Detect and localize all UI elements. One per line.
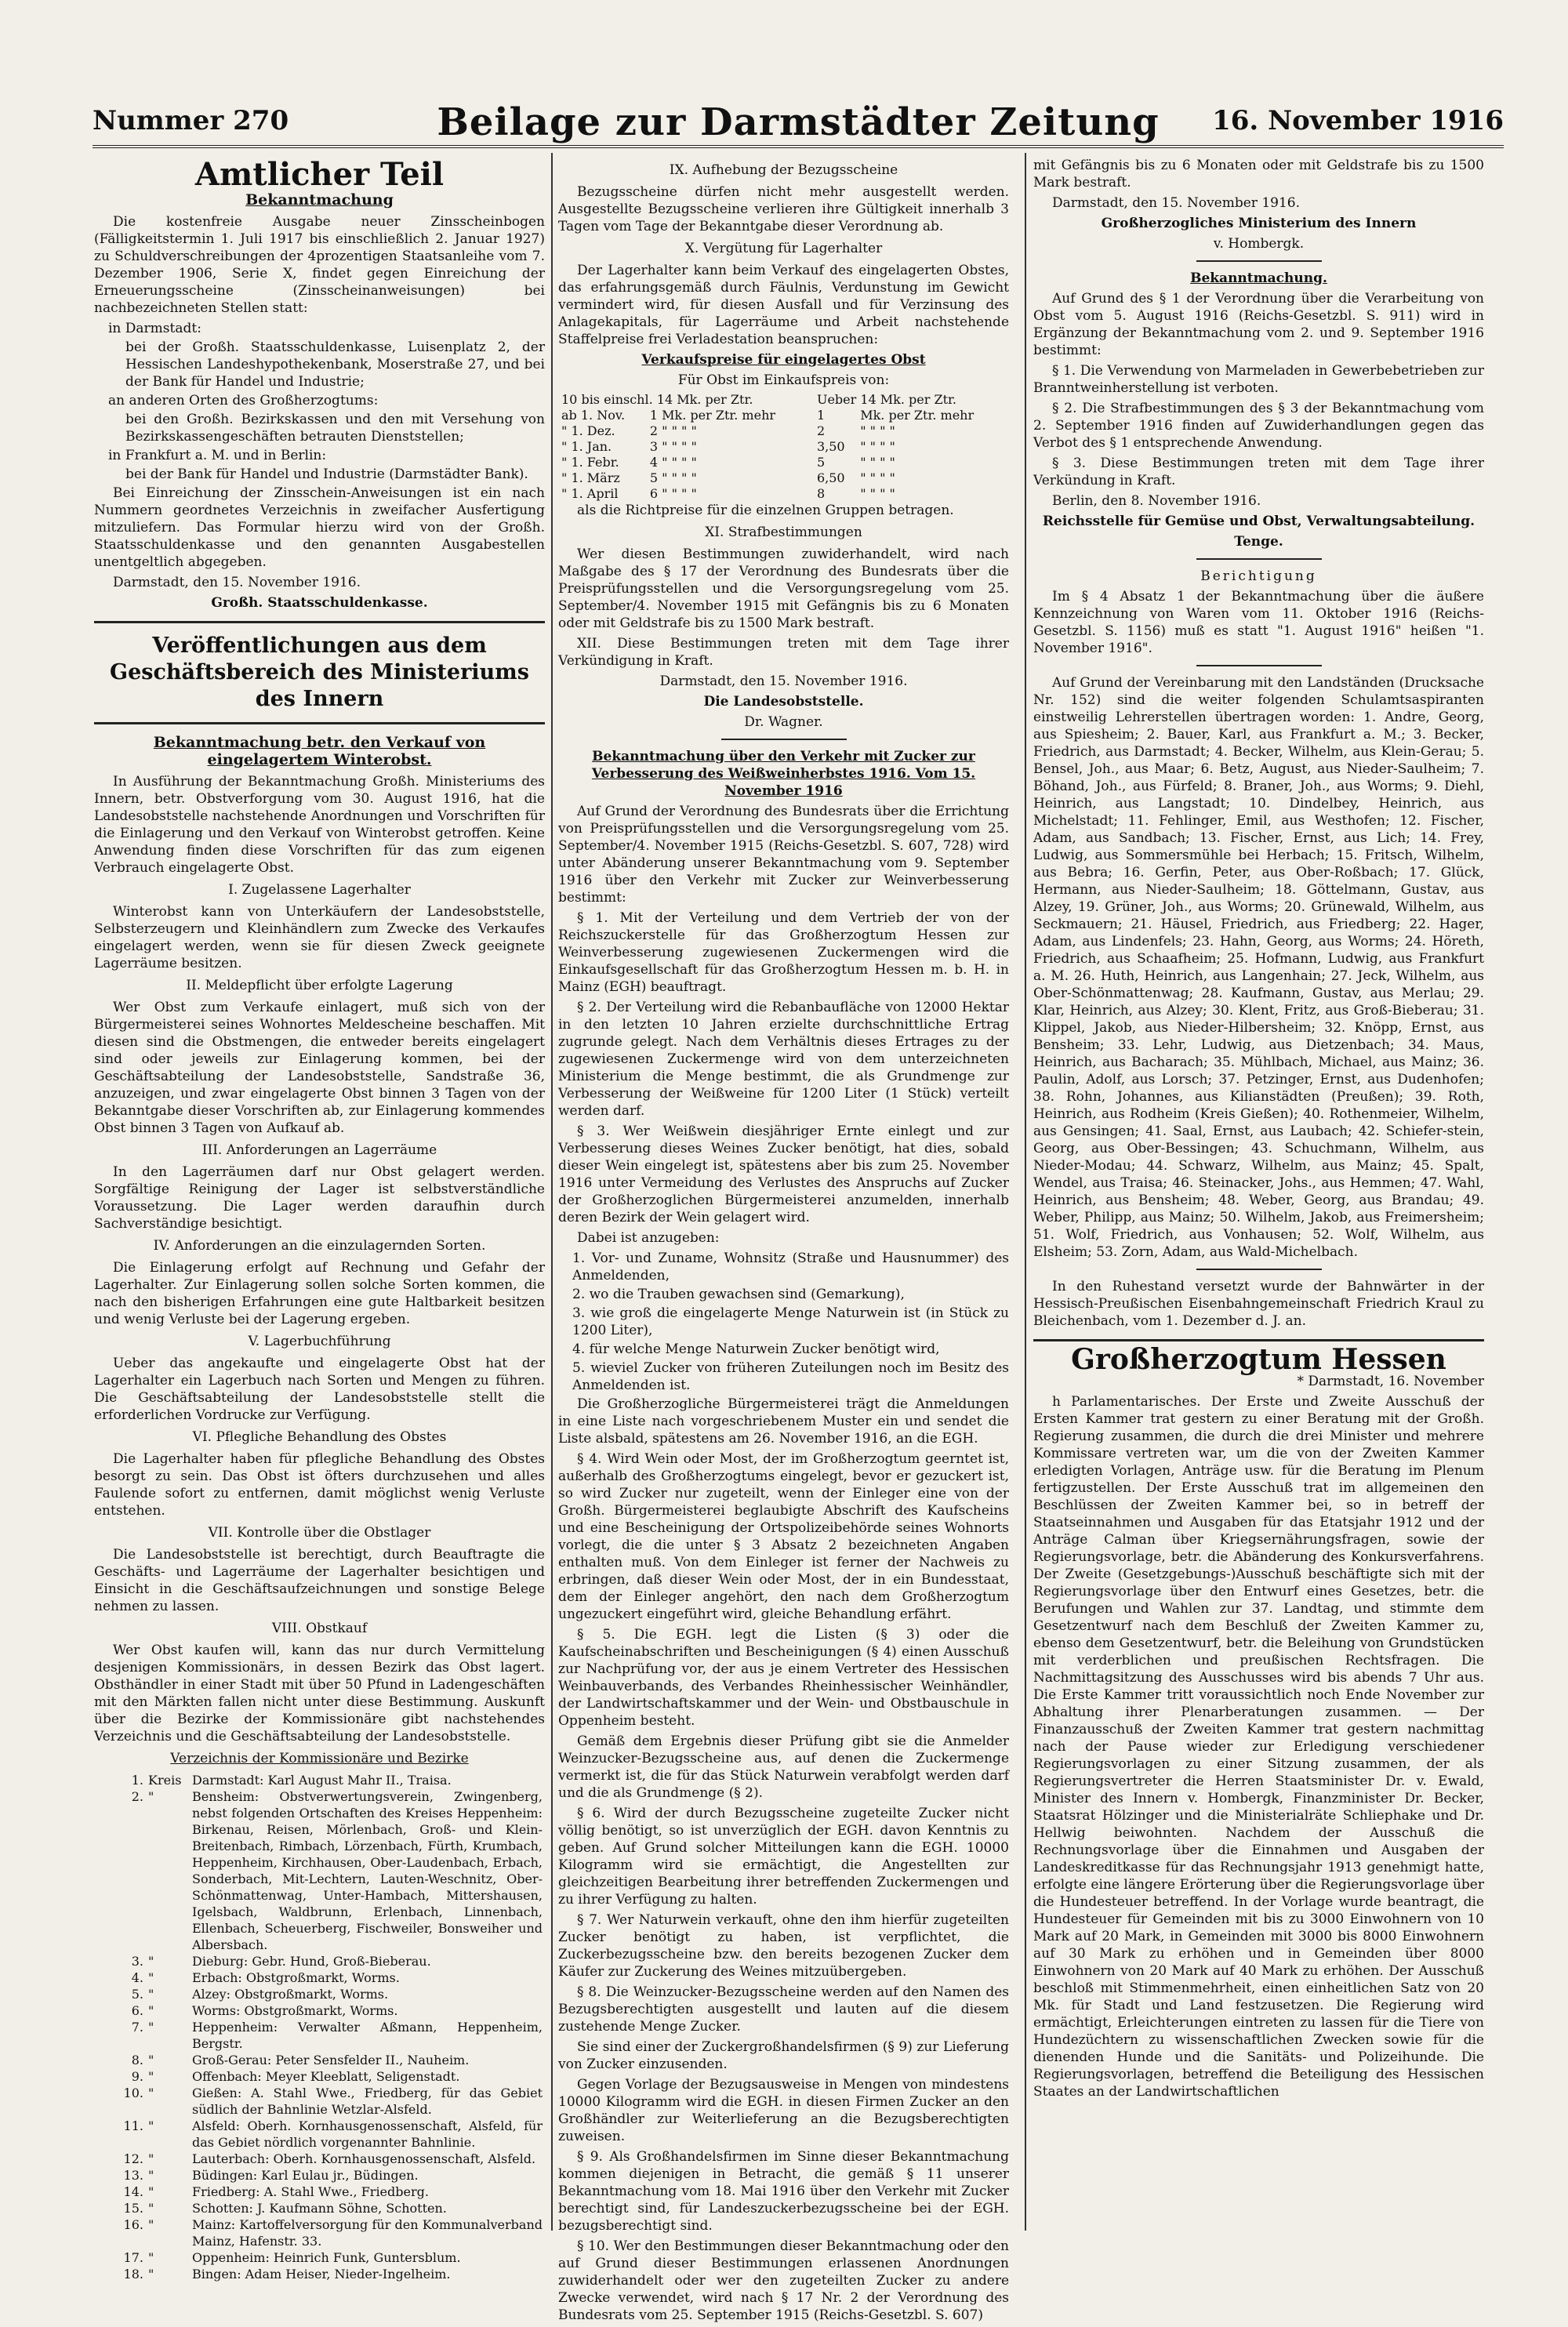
divider (721, 739, 847, 740)
paragraph: Die Lagerhalter haben für pflegliche Behandlung des Obstes besorgt zu sein. Das Obst ist öfters durchzusehen und alles Faulende sofort zu entfernen, damit möglichst wenig Verluste entstehen. (94, 1451, 545, 1519)
table-cell: " 1. Febr. (561, 455, 619, 470)
row-number: 8. (131, 2053, 143, 2067)
paragraph: Wer Obst zum Verkaufe einlagert, muß sich von der Bürgermeisterei seines Wohnortes Meldescheine beschaffen. Mit diesen sind die Obstmengen, die entweder bereits eingelagert sind oder jeweils zur Einlagerung kommen, bei der Geschäftsabteilung der Landesobststelle, Sandstraße 36, anzuzeigen, und zwar eingelagerte Obst binnen 3 Tagen von der Bekanntgabe dieser Vorschriften ab, zur Einlagerung kommendes Obst binnen 3 Tagen von Aufkauf ab. (94, 1000, 545, 1136)
list-item: 3. wie groß die eingelagerte Menge Naturwein ist (in Stück zu 1200 Liter), (572, 1305, 1009, 1338)
row-number: 17. (123, 2250, 143, 2265)
divider (94, 621, 545, 623)
paragraph: an anderen Orten des Großherzogtums: (108, 393, 379, 408)
row-number: 6. (131, 2003, 143, 2018)
row-kreis: " (148, 2250, 154, 2265)
subsection-title: II. Meldepflicht über erfolgte Lagerung (186, 978, 453, 993)
dateline: Darmstadt, den 15. November 1916. (659, 673, 908, 689)
table-row (94, 2118, 545, 2151)
row-number: 2. (131, 1789, 143, 1804)
row-text: Lauterbach: Oberh. Kornhausgenossenschaft, Alsfeld. (192, 2151, 536, 2166)
table-row (558, 423, 1009, 439)
masthead-rule (93, 145, 1504, 148)
row-text: Schotten: J. Kaufmann Söhne, Schotten. (192, 2201, 447, 2216)
paragraph: § 1. Die Verwendung von Marmeladen in Gewerbebetrieben zur Branntweinherstellung ist verboten. (1033, 363, 1484, 396)
table-cell: 6,50 (816, 470, 845, 485)
table-row (558, 439, 1009, 455)
paragraph: Auf Grund des § 1 der Verordnung über die Verarbeitung von Obst vom 5. August 1916 (Reichs-Gesetzbl. S. 911) wird in Ergänzung der Bekanntmachung vom 2. und 9. September 1916 bestimmt: (1033, 291, 1484, 358)
row-number: 5. (131, 1987, 143, 2002)
section-heading: Veröffentlichungen aus dem Geschäftsbereich des Ministeriums des Innern (110, 633, 529, 711)
paragraph: Auf Grund der Vereinbarung mit den Landständen (Drucksache Nr. 152) sind die weiter folgenden Schulamtsaspiranten einstweilig Lehrerstellen übertragen worden: 1. Andre, Georg, aus Spiesheim; 2. Bauer, Karl, aus Frankfurt a. M.; 3. Becker, Friedrich, aus Darmstadt; 4. Becker, Wilhelm, aus Klein-Gerau; 5. Bensel, Joh., aus Maar; 6. Betz, August, aus Nieder-Saulheim; 7. Böhand, Joh., aus Fürfeld; 8. Braner, Joh., aus Worms; 9. Diehl, Heinrich, aus Langstadt; 10. Dindelbey, Heinrich, aus Michelstadt; 11. Fehlinger, Emil, aus Westhofen; 12. Fischer, Adam, aus Sandbach; 13. Fischer, Ernst, aus Lich; 14. Frey, Ludwig, aus Sommersmühle bei Herbach; 15. Fritsch, Wilhelm, aus Bebra; 16. Gerfin, Peter, aus Ober-Roßbach; 17. Glück, Hermann, aus Nieder-Saulheim; 18. Göttelmann, Gustav, aus Alzey, 19. Grüner, Joh., aus Worms; 20. Grünewald, Wilhelm, aus Seckmauern; 21. Häusel, Friedrich, aus Friedberg; 22. Hager, Adam, aus Lindenfels; 23. Hahn, Georg, aus Worms; 24. Höreth, Friedrich, aus Schaafheim; 25. Hofmann, Ludwig, aus Frankfurt a. M. 26. Huth, Heinrich, aus Langenhain; 27. Jeck, Wilhelm, aus Ober-Schönmattenwag; 28. Kaufmann, Gustav, aus Merlau; 29. Klar, Heinrich, aus Alzey; 30. Klent, Fritz, aus Groß-Bieberau; 31. Klippel, Jakob, aus Nieder-Hilbersheim; 32. Knöpp, Ernst, aus Bensheim; 33. Lehr, Ludwig, aus Dietzenbach; 34. Maus, Heinrich, aus Bacharach; 35. Mühlbach, Michael, aus Mainz; 36. Paulin, Adolf, aus Lorsch; 37. Petzinger, Ernst, aus Dudenhofen; 38. Rohn, Johannes, aus Kilianstädten (Preußen); 39. Roth, Heinrich, aus Rodheim (Kreis Gießen); 40. Rothenmeier, Wilhelm, aus Gensingen; 41. Saal, Ernst, aus Laubach; 42. Schiefer-stein, Georg, aus Ober-Bessingen; 43. Schuchmann, Wilhelm, aus Nieder-Modau; 44. Schwarz, Wilhelm, aus Mainz; 45. Spalt, Wendel, aus Traisa; 46. Steinacker, Johs., aus Hemmen; 47. Wahl, Heinrich, aus Bensheim; 48. Weber, Georg, aus Brandau; 49. Weber, Philipp, aus Mainz; 50. Wilhelm, Jakob, aus Freimersheim; 51. Wolf, Friedrich, aus Vonhausen; 52. Wolf, Wilhelm, aus Elsheim; 53. Zorn, Adam, aus Wald-Michelbach. (1033, 675, 1484, 1260)
subsection-title: VIII. Obstkauf (271, 1621, 368, 1636)
paragraph: § 10. Wer den Bestimmungen dieser Bekanntmachung oder den auf Grund dieser Bestimmungen erlassenen Anordnungen zuwiderhandelt oder wer den zugeteilten Zucker zu andere Zwecke verwendet, wird nach § 17 Nr. 2 der Verordnung des Bundesrats vom 25. September 1915 (Reichs-Gesetzbl. S. 607) (558, 2238, 1009, 2323)
row-kreis: " (148, 1789, 154, 1804)
list-item: 4. für welche Menge Naturwein Zucker benötigt wird, (572, 1341, 940, 1357)
paragraph: bei den Großh. Bezirkskassen und den mit Versehung von Bezirkskassengeschäften betrauten Dienststellen; (125, 412, 545, 445)
row-kreis: " (148, 2201, 154, 2216)
row-text: Friedberg: A. Stahl Wwe., Friedberg. (192, 2184, 429, 2199)
paragraph: Gemäß dem Ergebnis dieser Prüfung gibt sie die Anmelder Weinzucker-Bezugsscheine aus, auf denen die Zuckermenge vermerkt ist, die für das Stück Naturwein verabfolgt werden darf und die als Grundmenge (§ 2). (558, 1733, 1009, 1801)
row-text: Worms: Obstgroßmarkt, Worms. (192, 2003, 398, 2018)
dateline: Darmstadt, den 15. November 1916. (1052, 195, 1300, 211)
row-text: Darmstadt: Karl August Mahr II., Traisa. (192, 1773, 452, 1788)
row-kreis: " (148, 1954, 154, 1969)
newspaper-title: Beilage zur Darmstädter Zeitung (437, 100, 1160, 144)
paragraph: § 6. Wird der durch Bezugsscheine zugeteilte Zucker nicht völlig benötigt, so ist unverzüglich der EGH. davon Kenntnis zu geben. Auf Grund solcher Mitteilungen kann die EGH. 10000 Kilogramm wird sie ermächtigt, die Angestellten zur gleichzeitigen Bearbeitung ihrer betreffenden Zuckermengen und zu ihrer Verfügung zu halten. (558, 1806, 1009, 1908)
row-text: Oppenheim: Heinrich Funk, Guntersblum. (192, 2250, 461, 2265)
masthead (93, 100, 1504, 147)
row-kreis: " (148, 2267, 154, 2282)
row-text: Heppenheim: Verwalter Aßmann, Heppenheim, Bergstr. (192, 2020, 543, 2051)
subsection-title: IV. Anforderungen an die einzulagernden Sorten. (153, 1238, 486, 1254)
row-number: 18. (123, 2267, 143, 2282)
paragraph: § 5. Die EGH. legt die Listen (§ 3) oder die Kaufscheinabschriften und Bescheinigungen (§ 4) einen Ausschuß zur Nachprüfung vor, der aus je einem Vertreter des Hessischen Weinbauverbands, des Verbandes Rheinhessischer Weinhändler, der Landwirtschaftskammer und der Wein- und Obstbauschule in Oppenheim besteht. (558, 1627, 1009, 1729)
issue-date: 16. November 1916 (1212, 105, 1504, 136)
row-number: 15. (123, 2201, 143, 2216)
paragraph: Der Lagerhalter kann beim Verkauf des eingelagerten Obstes, das erfahrungsgemäß durch Fäulnis, Verdunstung im Gewicht vermindert wird, für diesen Ausfall und für Verzinsung des Anlagekapitals, für Lagerräume und Arbeit nachstehende Staffelpreise frei Verladestation beanspruchen: (558, 263, 1009, 347)
paragraph: Die Einlagerung erfolgt auf Rechnung und Gefahr der Lagerhalter. Zur Einlagerung sollen solche Sorten kommen, die nach den bisherigen Erfahrungen eine gute Haltbarkeit besitzen und wenig Verluste bei der Lagerung ergeben. (94, 1260, 545, 1327)
row-number: 1. (131, 1773, 143, 1788)
column-header: Ueber 14 Mk. per Ztr. (816, 392, 957, 407)
table-cell: 6 " " " " (649, 486, 697, 501)
paragraph: Gegen Vorlage der Bezugsausweise in Mengen von mindestens 10000 Kilogramm wird die EGH. in diesen Firmen Zucker an den Großhändler zur Weiterlieferung an die Bezugsberechtigten zuweisen. (558, 2077, 1009, 2144)
table-cell: 5 " " " " (649, 470, 697, 485)
row-kreis: " (148, 2184, 154, 2199)
paragraph: Bei Einreichung der Zinsschein-Anweisungen ist ein nach Nummern geordnetes Verzeichnis in zweifacher Ausfertigung mitzuliefern. Das Formular hierzu wird von der Großh. Staatsschuldenkasse und den genannten Ausgabestellen unentgeltlich abgegeben. (94, 485, 545, 570)
paragraph: In Ausführung der Bekanntmachung Großh. Ministeriums des Innern, betr. Obstverforgung vom 30. August 1916, hat die Landesobststelle nachstehende Anordnungen und Vorschriften für die Einlagerung und den Verkauf von Winterobst getroffen. Keine Anwendung finden diese Vorschriften für das zum eigenen Verbrauch eingelagerte Obst. (94, 774, 545, 876)
table-cell: " " " " (860, 455, 895, 470)
paragraph: In den Ruhestand versetzt wurde der Bahnwärter in der Hessisch-Preußischen Eisenbahngemeinschaft Friedrich Kraul zu Bleichenbach, vom 1. Dezember d. J. an. (1033, 1279, 1484, 1329)
subsection-title: III. Anforderungen an Lagerräume (201, 1142, 437, 1158)
paragraph: Dabei ist anzugeben: (577, 1230, 720, 1246)
subsection-title: VI. Pflegliche Behandlung des Obstes (192, 1429, 447, 1445)
table-row (558, 470, 1009, 486)
subsection-title: I. Zugelassene Lagerhalter (228, 882, 411, 898)
article-title: Bekanntmachung (245, 191, 394, 209)
article-title: Bekanntmachung betr. den Verkauf von eingelagertem Winterobst. (153, 734, 486, 768)
row-number: 4. (131, 1970, 143, 1985)
table-cell: 1 (816, 408, 826, 423)
paragraph: Die Großherzogliche Bürgermeisterei trägt die Anmeldungen in eine Liste nach vorgeschriebenem Muster ein und sendet die Liste alsbald, spätestens am 26. November 1916, an die EGH. (558, 1396, 1009, 1447)
paragraph: § 4. Wird Wein oder Most, der im Großherzogtum geerntet ist, außerhalb des Großherzogtums eingelegt, bevor er gezuckert ist, so wird Zucker nur zugeteilt, wenn der Einleger eine von der Großh. Bürgermeisterei beglaubigte Abschrift des Kaufscheins und eine Bescheinigung der Ortspolizeibehörde seines Wohnorts vorlegt, die die unter § 3 Absatz 2 bezeichneten Angaben enthalten muß. Von dem Einleger ist ferner der Nachweis zu erbringen, daß dieser Wein oder Most, der in ein Bundesstaat, dem der Einleger angehört, den nach dem Großherzogtum ungezuckert eingeführt wird, gleiche Behandlung erfährt. (558, 1451, 1009, 1622)
paragraph: Winterobst kann von Unterkäufern der Landesobststelle, Selbsterzeugern und Kleinhändlern zum Zwecke des Verkaufes eingelagert werden, wenn sie für diesen Zweck geeignete Lagerräume besitzen. (94, 904, 545, 971)
row-kreis: " (148, 1987, 154, 2002)
divider (1196, 260, 1322, 262)
table-cell: 8 (816, 486, 826, 501)
row-kreis: " (148, 2069, 154, 2084)
table-row (94, 2216, 545, 2249)
subsection-title: VII. Kontrolle über die Obstlager (208, 1525, 431, 1541)
subsection-title: X. Vergütung für Lagerhalter (684, 241, 883, 256)
signature: Tenge. (1234, 534, 1283, 550)
row-text: Bensheim: Obstverwertungsverein, Zwingenberg, nebst folgenden Ortschaften des Kreises Heppenheim: Birkenau, Reisen, Mörlenbach, Groß- und Klein-Breitenbach, Rimbach, Lörzenbach, Fürth, Krumbach, Heppenheim, Kirchhausen, Ober-Laudenbach, Erbach, Sonderbach, Mit-Lechtern, Lauten-Weschnitz, Ober-Schönmattenwag, Unter-Hambach, Mittershausen, Igelsbach, Waldbrunn, Erlenbach, Linnenbach, Ellenbach, Scheuerberg, Fischweiler, Bonsweiher und Albersbach. (192, 1789, 543, 1952)
list-item: 5. wieviel Zucker von früheren Zuteilungen noch im Besitz des Anmeldenden ist. (572, 1360, 1009, 1393)
row-number: 12. (123, 2151, 143, 2166)
paragraph: in Darmstadt: (108, 321, 201, 336)
paragraph: § 2. Der Verteilung wird die Rebanbaufläche von 12000 Hektar in den letzten 10 Jahren erzielte durchschnittliche Ertrag zugrunde gelegt. Nach dem Verhältnis dieses Ertrages zu der zugewiesenen Zuckermenge wird von dem unterzeichneten Ministerium die Menge bestimmt, die als Grundmenge zur Verbesserung der Weißweine für 1200 Liter (1 Stück) verteilt werden darf. (558, 1000, 1009, 1119)
row-kreis: " (148, 2053, 154, 2067)
row-kreis: " (148, 2020, 154, 2035)
paragraph: Sie sind einer der Zuckergroßhandelsfirmen (§ 9) zur Lieferung von Zucker einzusenden. (558, 2039, 1009, 2072)
column-header: 10 bis einschl. 14 Mk. per Ztr. (561, 392, 753, 407)
paragraph: h Parlamentarisches. Der Erste und Zweite Ausschuß der Ersten Kammer trat gestern zu einer Beratung mit der Großh. Regierung zusammen, die durch die drei Minister und mehrere Kommissare vertreten war, um die von der Zweiten Kammer erledigten Vorlagen, Anträge usw. für die Beratung im Plenum fertigzustellen. Der Erste Ausschuß trat im allgemeinen den Beschlüssen der Zweiten Kammer bei, so in betreff der Staatseinnahmen und Ausgaben für das Etatsjahr 1912 und der Anträge Calman über Kriegsernährungsfragen, sowie der Regierungsvorlage, betr. die Abänderung des Konkursverfahrens. Der Zweite (Gesetzgebungs-)Ausschuß beschäftigte sich mit der Regierungsvorlage über den Entwurf eines Gesetzes, betr. die Berufungen und Wahlen zur 37. Landtag, und stimmte dem Gesetzentwurf nach dem Beschluß der Zweiten Kammer zu, ebenso dem Gesetzentwurf, betr. die Beleihung von Grundstücken mit verderblichen und preußischen Rechtsfragen. Die Nachmittagsitzung des Ausschusses wird bis abends 7 Uhr aus. Die Erste Kammer tritt voraussichtlich noch Ende November zur Abhaltung ihrer Plenarberatungen zusammen. — Der Finanzausschuß der Zweiten Kammer trat gestern nachmittag nach der Pause wieder zur Erledigung verschiedener Regierungsvorlagen zu einer Sitzung zusammen, der als Regierungsvertreter die Herren Staatsminister Dr. v. Ewald, Minister des Innern v. Hombergk, Finanzminister Dr. Becker, Staatsrat Hölzinger und die Ministerialräte Schliephake und Dr. Hellwig beiwohnten. Nachdem der Ausschuß die Rechnungsvorlage über die Einnahmen und Ausgaben der Landeskreditkasse für das Rechnungsjahr 1913 genehmigt hatte, erfolgte eine längere Erörterung über die Regierungsvorlage über die Hundesteuer betreffend. In der Vorlage wurde beantragt, die Hundesteuer für Gemeinden mit bis zu 3000 Einwohnern von 10 Mark auf 20 Mark, in Gemeinden mit 3000 bis 8000 Einwohnern auf 30 Mark zu erhöhen und in Gemeinden über 8000 Einwohnern von 20 Mark auf 40 Mark zu erhöhen. Der Ausschuß beschloß mit Stimmenmehrheit, einen einheitlichen Satz von 20 Mk. für Stadt und Land festzusetzen. Die Regierung wird ermächtigt, Erleichterungen eintreten zu lassen für die Tiere von Hundezüchtern zu wissenschaftlichen Zwecken sowie für die dienenden Hunde und die Sanitäts- und Polizeihunde. Die Regierungsvorlagen, betreffend die Beteiligung des Hessischen Staates an der Landwirtschaftlichen (1033, 1394, 1484, 2100)
row-number: 10. (123, 2086, 143, 2100)
row-text: Alsfeld: Oberh. Kornhausgenossenschaft, Alsfeld, für das Gebiet nördlich vorgenannter Bahnlinie. (192, 2118, 543, 2150)
paragraph: § 8. Die Weinzucker-Bezugsscheine werden auf den Namen des Bezugsberechtigten ausgestellt und lauten auf die diesem zustehende Menge Zucker. (558, 1984, 1009, 2035)
table-cell: Mk. per Ztr. mehr (860, 408, 975, 423)
table-cell: 4 " " " " (649, 455, 697, 470)
table-row (558, 455, 1009, 470)
table-row (94, 2167, 545, 2184)
row-kreis: " (148, 2168, 154, 2183)
table-cell: " " " " (860, 486, 895, 501)
article-title: Bekanntmachung über den Verkehr mit Zucker zur Verbesserung des Weißweinherbstes 1916. Vom 15. November 1916 (591, 749, 976, 799)
dateline: Darmstadt, den 15. November 1916. (113, 575, 361, 590)
row-text: Dieburg: Gebr. Hund, Groß-Bieberau. (192, 1954, 431, 1969)
table-title: Verkaufspreise für eingelagertes Obst (641, 352, 926, 368)
row-text: Groß-Gerau: Peter Sensfelder II., Nauheim. (192, 2053, 470, 2067)
table-row (94, 2151, 545, 2167)
subsection-title: IX. Aufhebung der Bezugsscheine (669, 162, 898, 178)
row-text: Mainz: Kartoffelversorgung für den Kommunalverband Mainz, Hafenstr. 33. (192, 2217, 543, 2249)
divider (1196, 665, 1322, 666)
paragraph: Im § 4 Absatz 1 der Bekanntmachung über die äußere Kennzeichnung von Waren vom 11. Oktober 1916 (Reichs-Gesetzbl. S. 1156) muß es statt "1. August 1916" heißen "1. November 1916". (1033, 589, 1484, 656)
table-cell: " 1. März (561, 470, 620, 485)
paragraph: Die kostenfreie Ausgabe neuer Zinsscheinbogen (Fälligkeitstermin 1. Juli 1917 bis einschließlich 2. Januar 1927) zu Schuldverschreibungen der 4prozentigen Staatsanleihe vom 7. Dezember 1906, Serie X, findet gegen Einreichung der Erneuerungsscheine (Zinsscheinanweisungen) bei nachbezeichneten Stellen statt: (94, 214, 545, 316)
paragraph: § 3. Wer Weißwein diesjähriger Ernte einlegt und zur Verbesserung dieses Weines Zucker benötigt, hat dies, sobald dieser Wein eingelegt ist, spätestens aber bis zum 25. November 1916 unter Vermeidung des Verlustes des Anspruchs auf Zucker der Großherzoglichen Bürgermeisterei anzumelden, innerhalb deren Bezirk der Wein gelagert wird. (558, 1124, 1009, 1225)
row-number: 3. (131, 1954, 143, 1969)
table-header-row (558, 392, 1009, 408)
row-number: 16. (123, 2217, 143, 2232)
table-row (94, 2184, 545, 2200)
row-number: 11. (123, 2118, 143, 2133)
table-row (94, 1986, 545, 2002)
list-item: 2. wo die Trauben gewachsen sind (Gemarkung), (572, 1287, 905, 1302)
signature: Großherzogliches Ministerium des Innern (1101, 216, 1417, 231)
subsection-title: V. Lagerbuchführung (248, 1334, 391, 1349)
table-cell: 5 (816, 455, 826, 470)
table-row (94, 1788, 545, 1953)
table-cell: " 1. April (561, 486, 619, 501)
paragraph: Auf Grund der Verordnung des Bundesrats über die Errichtung von Preisprüfungsstellen und die Versorgungsregelung vom 25. September/4. November 1915 (Reichs-Gesetzbl. S. 607, 728) wird unter Abänderung unserer Bekanntmachung vom 9. September 1916 über den Verkehr mit Zucker zur Weinverbesserung bestimmt: (558, 804, 1009, 906)
paragraph: Wer Obst kaufen will, kann das nur durch Vermittelung desjenigen Kommissionärs, in dessen Bezirk das Obst lagert. Obsthändler in einer Stadt mit über 50 Pfund in Ladengeschäften mit den Märkten fallen nicht unter diese Bestimmung. Auskunft über die Bezirke der Kommissionäre gibt nachstehendes Verzeichnis und die Geschäftsabteilung der Landesobststelle. (94, 1643, 545, 1744)
article-title: Bekanntmachung. (1190, 270, 1327, 286)
article-title: Berichtigung (1200, 568, 1317, 584)
row-text: Büdingen: Karl Eulau jr., Büdingen. (192, 2168, 419, 2183)
column-middle (558, 157, 1009, 2327)
table-row (558, 486, 1009, 502)
table-cell: " " " " (860, 470, 895, 485)
issue-number: Nummer 270 (93, 105, 289, 136)
row-kreis: " (148, 2086, 154, 2100)
row-text: Alzey: Obstgroßmarkt, Worms. (192, 1987, 389, 2002)
table-row (94, 1772, 545, 1788)
divider (1196, 558, 1322, 560)
table-row (94, 2002, 545, 2019)
row-kreis: " (148, 2003, 154, 2018)
table-cell: 3,50 (816, 439, 845, 454)
row-kreis: " (148, 2151, 154, 2166)
paragraph: Wer diesen Bestimmungen zuwiderhandelt, wird nach Maßgabe des § 17 der Verordnung des Bundesrats über die Preisprüfungsstellen und die Versorgungsregelung vom 25. September/4. November 1915 mit Gefängnis bis zu 6 Monaten oder mit Geldstrafe bis zu 1500 Mark bestraft. (558, 546, 1009, 631)
table-row (94, 2266, 545, 2282)
row-kreis: " (148, 1970, 154, 1985)
row-text: Erbach: Obstgroßmarkt, Worms. (192, 1970, 400, 1985)
table-cell: 2 " " " " (649, 423, 697, 438)
table-row (94, 2200, 545, 2216)
column-left (94, 157, 545, 2282)
row-kreis: " (148, 2217, 154, 2232)
paragraph: bei der Großh. Staatsschuldenkasse, Luisenplatz 2, der Hessischen Landeshypothekenbank, Moserstraße 27, und bei der Bank für Handel und Industrie; (125, 339, 545, 390)
table-cell: 1 Mk. per Ztr. mehr (649, 408, 776, 423)
paragraph: XII. Diese Bestimmungen treten mit dem Tage ihrer Verkündigung in Kraft. (558, 636, 1009, 669)
table-cell: " 1. Dez. (561, 423, 615, 438)
dateline: * Darmstadt, 16. November (1297, 1374, 1484, 1389)
enumerated-list (558, 1250, 1009, 1394)
row-text: Bingen: Adam Heiser, Nieder-Ingelheim. (192, 2267, 451, 2282)
signature: Die Landesobststelle. (703, 694, 864, 710)
table-row (94, 1953, 545, 1969)
row-number: 7. (131, 2020, 143, 2035)
list-title: Verzeichnis der Kommissionäre und Bezirke (170, 1751, 469, 1766)
row-number: 9. (131, 2069, 143, 2084)
commissioner-table (94, 1772, 545, 2282)
table-row (558, 408, 1009, 423)
row-kreis: Kreis (148, 1773, 182, 1788)
dateline: Berlin, den 8. November 1916. (1052, 493, 1261, 509)
subsection-title: XI. Strafbestimmungen (705, 525, 862, 540)
paragraph: Die Landesobststelle ist berechtigt, durch Beauftragte die Geschäfts- und Lagerräume der Lagerhalter besichtigen und Einsicht in die Geschäftsaufzeichnungen und sonstige Belege nehmen zu lassen. (94, 1547, 545, 1614)
table-cell: ab 1. Nov. (561, 408, 626, 423)
table-row (94, 1969, 545, 1986)
column-rule (551, 153, 553, 2231)
section-heading: Amtlicher Teil (194, 156, 445, 193)
table-cell: " 1. Jan. (561, 439, 612, 454)
paragraph: Bezugsscheine dürfen nicht mehr ausgestellt werden. Ausgestellte Bezugsscheine verlieren ihre Gültigkeit innerhalb 3 Tagen vom Tage der Bekanntgabe dieser Verordnung ab. (558, 184, 1009, 234)
paragraph: § 2. Die Strafbestimmungen des § 3 der Bekanntmachung vom 2. September 1916 finden auf Zuwiderhandlungen gegen das Verbot des § 1 entsprechende Anwendung. (1033, 401, 1484, 451)
row-kreis: " (148, 2118, 154, 2133)
table-row (94, 2249, 545, 2266)
row-text: Gießen: A. Stahl Wwe., Friedberg, für das Gebiet südlich der Bahnlinie Wetzlar-Alsfeld. (192, 2086, 543, 2117)
column-right (1033, 157, 1484, 2104)
paragraph: § 7. Wer Naturwein verkauft, ohne den ihm hierfür zugeteilten Zucker benötigt zu haben, ist verpflichtet, die Zuckerbezugsscheine bzw. den bereits bezogenen Zucker dem Käufer zur Zuckerung des Weines mitzuübergeben. (558, 1912, 1009, 1980)
list-item: 1. Vor- und Zuname, Wohnsitz (Straße und Hausnummer) des Anmeldenden, (572, 1251, 1009, 1283)
table-cell: 3 " " " " (649, 439, 697, 454)
table-cell: " " " " (860, 439, 895, 454)
paragraph: § 1. Mit der Verteilung und dem Vertrieb der von der Reichszuckerstelle für das Großherzogtum Hessen zur Weinverbesserung zugewiesenen Zuckermengen wird die Einkaufsgesellschaft für das Großherzogtum Hessen m. b. H. in Mainz (EGH) beauftragt. (558, 910, 1009, 995)
paragraph: mit Gefängnis bis zu 6 Monaten oder mit Geldstrafe bis zu 1500 Mark bestraft. (1033, 158, 1484, 191)
table-row (94, 2085, 545, 2118)
signature: Reichsstelle für Gemüse und Obst, Verwaltungsabteilung. (1042, 514, 1475, 529)
paragraph: Ueber das angekaufte und eingelagerte Obst hat der Lagerhalter ein Lagerbuch nach Sorten und Mengen zu führen. Die Geschäftsabteilung der Landesobststelle stellt die erforderlichen Vordrucke zur Verfügung. (94, 1356, 545, 1423)
paragraph: als die Richtpreise für die einzelnen Gruppen betragen. (577, 503, 954, 518)
signature: Großh. Staatsschuldenkasse. (211, 595, 428, 611)
table-row (94, 2052, 545, 2068)
row-text: Offenbach: Meyer Kleeblatt, Seligenstadt. (192, 2069, 460, 2084)
table-row (94, 2019, 545, 2052)
table-subtitle: Für Obst im Einkaufspreis von: (677, 372, 890, 388)
paragraph: bei der Bank für Handel und Industrie (Darmstädter Bank). (125, 466, 528, 482)
row-number: 14. (123, 2184, 143, 2199)
table-cell: " " " " (860, 423, 895, 438)
row-number: 13. (123, 2168, 143, 2183)
table-cell: 2 (816, 423, 826, 438)
section-heading: Großherzogtum Hessen (1071, 1343, 1446, 1376)
table-row (94, 2068, 545, 2085)
price-table (558, 392, 1009, 502)
signature: v. Hombergk. (1213, 236, 1305, 252)
divider (1033, 1339, 1484, 1341)
divider (1196, 1269, 1322, 1270)
signature: Dr. Wagner. (744, 714, 823, 730)
column-rule (1025, 153, 1026, 2231)
divider (94, 722, 545, 724)
paragraph: § 3. Diese Bestimmungen treten mit dem Tage ihrer Verkündung in Kraft. (1033, 456, 1484, 488)
paragraph: in Frankfurt a. M. und in Berlin: (108, 448, 327, 463)
paragraph: § 9. Als Großhandelsfirmen im Sinne dieser Bekanntmachung kommen diejenigen in Betracht, die gemäß § 11 unserer Bekanntmachung vom 18. Mai 1916 über den Verkehr mit Zucker berechtigt sind, für Landeszuckerbezugsscheine bei der EGH. bezugsberechtigt sind. (558, 2149, 1009, 2234)
paragraph: In den Lagerräumen darf nur Obst gelagert werden. Sorgfältige Reinigung der Lager ist selbstverständliche Voraussetzung. Die Lager werden daraufhin durch Sachverständige besichtigt. (94, 1164, 545, 1232)
